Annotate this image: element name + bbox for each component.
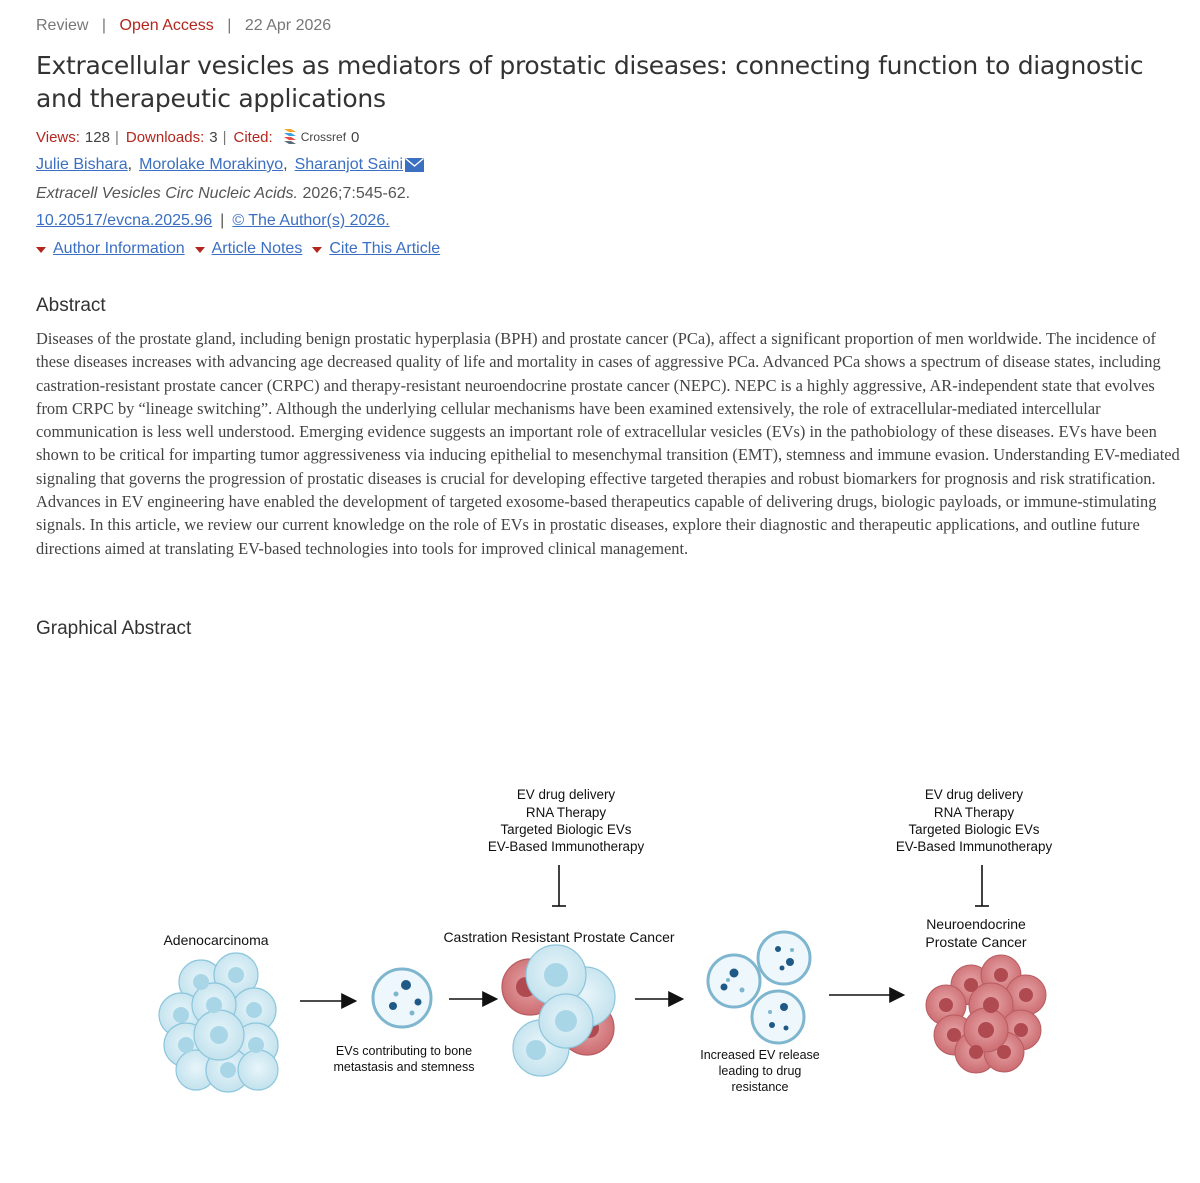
cited-count: 0 — [351, 128, 360, 146]
toggle-article-notes[interactable] — [195, 240, 303, 258]
article-title: Extracellular vesicles as mediators of prostatic diseases: connecting function to diagnostic and therapeutic applications — [36, 51, 1144, 113]
citation-line — [36, 185, 410, 203]
article-type: Review — [36, 17, 89, 34]
author-link[interactable]: Morolake Morakinyo — [139, 156, 284, 173]
toggle-label: Cite This Article — [329, 240, 441, 257]
inhibition-bar — [975, 865, 989, 906]
stage-label-crpc: Castration Resistant Prostate Cancer — [443, 929, 675, 945]
therapy-line: EV drug delivery — [516, 787, 616, 802]
article-meta — [36, 17, 331, 35]
extracellular-vesicle — [373, 969, 431, 1027]
author-list: Julie Bishara , Morolake Morakinyo , Sharanjot Saini — [36, 156, 424, 174]
stage-label-adenocarcinoma: Adenocarcinoma — [163, 932, 269, 948]
mail-icon[interactable] — [405, 158, 424, 172]
copyright-link[interactable]: © The Author(s) 2026. — [232, 212, 390, 229]
citation-details: 2026;7:545-62. — [302, 185, 411, 202]
extracellular-vesicle — [758, 932, 810, 984]
ev-caption: resistance — [731, 1080, 789, 1094]
separator: | — [227, 17, 232, 34]
toggle-label: Article Notes — [211, 240, 303, 257]
separator: | — [222, 128, 227, 146]
extracellular-vesicle — [752, 991, 804, 1043]
cited-label: Cited: — [233, 128, 273, 146]
extracellular-vesicle — [708, 955, 760, 1007]
downloads-label: Downloads: — [125, 128, 205, 146]
author-link[interactable]: Julie Bishara — [36, 156, 128, 173]
downloads-count: 3 — [209, 128, 218, 146]
caret-down-icon — [36, 247, 46, 253]
graphical-abstract-figure — [36, 650, 1182, 1170]
therapy-line: EV-Based Immunotherapy — [487, 839, 645, 854]
therapy-line: RNA Therapy — [525, 805, 607, 820]
crossref-icon — [282, 128, 298, 146]
graphical-abstract-heading: Graphical Abstract — [36, 618, 192, 639]
info-toggles — [36, 240, 450, 258]
therapy-line: Targeted Biologic EVs — [500, 822, 632, 837]
ev-caption: leading to drug — [718, 1064, 802, 1078]
crpc-cell-cluster — [502, 945, 615, 1076]
adenocarcinoma-cell-cluster — [159, 953, 278, 1092]
therapy-line: EV drug delivery — [924, 787, 1024, 802]
therapy-line: RNA Therapy — [933, 805, 1015, 820]
views-count: 128 — [84, 128, 110, 146]
caret-down-icon — [195, 247, 205, 253]
stage-label-nepc: Prostate Cancer — [925, 934, 1027, 950]
therapy-line: Targeted Biologic EVs — [908, 822, 1040, 837]
journal-name: Extracell Vesicles Circ Nucleic Acids. — [36, 185, 298, 202]
separator: | — [114, 128, 119, 146]
open-access-badge: Open Access — [119, 17, 214, 34]
doi-line: 10.20517/evcna.2025.96 | © The Author(s) 2026. — [36, 212, 390, 229]
ev-caption: metastasis and stemness — [333, 1060, 475, 1074]
abstract-text: Diseases of the prostate gland, including benign prostatic hyperplasia (BPH) and prostate cancer (PCa), affect a significant proportion of men worldwide. The incidence of these diseases increases with advancing age decreased quality of life and mortality in cases of aggressive PCa. Advanced PCa shows a spectrum of disease states, including castration-resistant prostate cancer (CRPC) and therapy-resistant neuroendocrine prostate cancer (NEPC). NEPC is a highly aggressive, AR-independent state that evolves from CRPC by “lineage switching”. Although the underlying cellular mechanisms have been examined extensively, the role of extracellular-mediated intercellular communication is less well understood. Emerging evidence suggests an important role of extracellular vesicles (EVs) in the pathobiology of these diseases. EVs have been shown to be critical for imparting tumor aggressiveness via inducing epithelial to mesenchymal transition (EMT), stemness and immune evasion. Understanding EV-mediated signaling that governs the progression of prostatic diseases is crucial for developing effective targeted therapies and robust biomarkers for prognosis and risk stratification. Advances in EV engineering have enabled the development of targeted exosome-based therapeutics capable of delivering drugs, biologic payloads, or immune-stimulating signals. In this article, we review our current knowledge on the role of EVs in prostatic diseases, explore their diagnostic and therapeutic applications, and outline future directions aimed at translating EV-based technologies into tools for improved clinical management. — [36, 329, 1180, 558]
crossref-label: Crossref — [300, 130, 347, 144]
abstract-heading: Abstract — [36, 295, 106, 316]
stage-label-nepc: Neuroendocrine — [926, 916, 1026, 932]
views-label: Views: — [36, 128, 80, 146]
doi-link[interactable]: 10.20517/evcna.2025.96 — [36, 212, 213, 229]
article-stats — [36, 128, 359, 146]
toggle-author-information[interactable] — [36, 240, 185, 258]
ev-caption: EVs contributing to bone — [335, 1044, 473, 1058]
therapy-line: EV-Based Immunotherapy — [895, 839, 1053, 854]
toggle-cite-this-article[interactable] — [312, 240, 440, 258]
author-link[interactable]: Sharanjot Saini — [294, 156, 404, 173]
toggle-label: Author Information — [53, 240, 185, 257]
ev-caption: Increased EV release — [700, 1048, 820, 1062]
nepc-cell-cluster — [926, 955, 1046, 1073]
caret-down-icon — [312, 247, 322, 253]
publish-date: 22 Apr 2026 — [244, 17, 332, 34]
inhibition-bar — [552, 865, 566, 906]
separator: | — [101, 17, 107, 34]
crossref-link[interactable] — [282, 128, 351, 146]
